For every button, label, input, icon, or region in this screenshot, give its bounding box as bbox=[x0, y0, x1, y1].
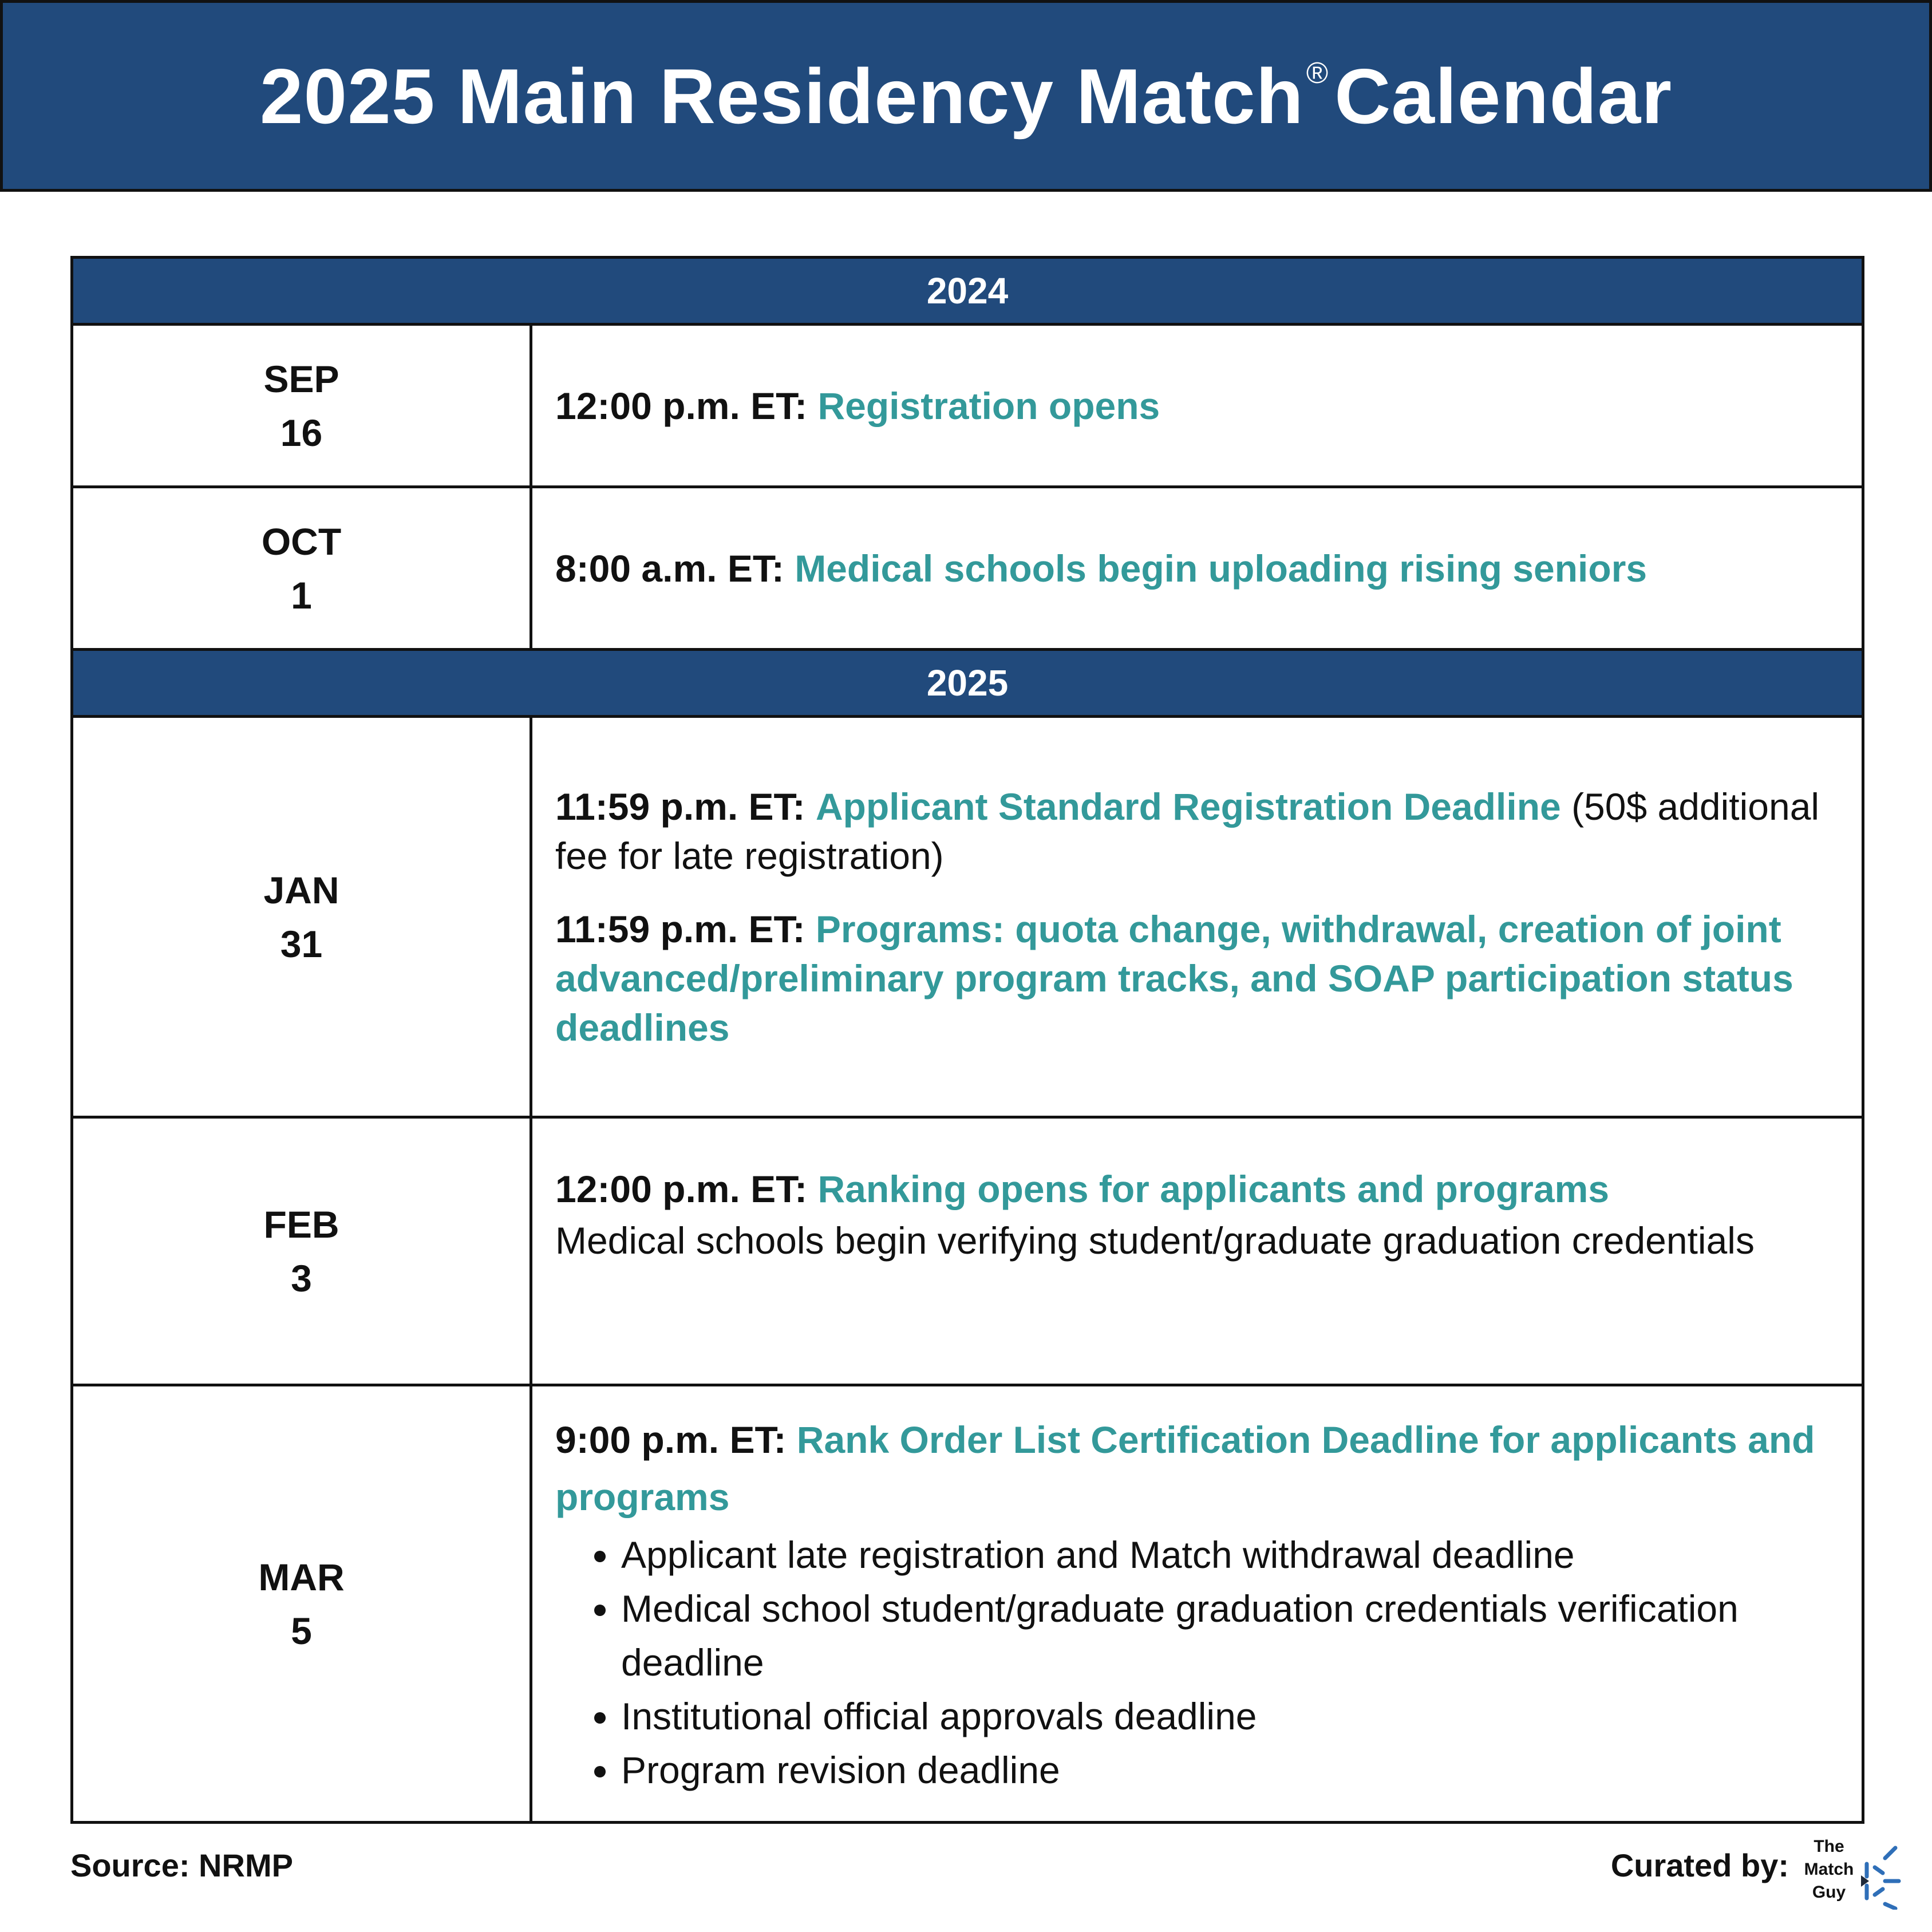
year-label: 2025 bbox=[72, 650, 1863, 717]
event-time: 11:59 p.m. ET: bbox=[555, 907, 805, 950]
list-item: • Institutional official approvals deadline bbox=[621, 1689, 1839, 1743]
registered-mark: ® bbox=[1306, 56, 1329, 90]
curated-by-label: Curated by: bbox=[1610, 1847, 1789, 1883]
deadline-list bbox=[555, 1528, 1839, 1797]
event-entry bbox=[555, 1411, 1839, 1526]
date-cell bbox=[72, 717, 531, 1117]
event-cell bbox=[531, 1117, 1863, 1385]
date-cell bbox=[72, 487, 531, 650]
logo-wordmark bbox=[1795, 1835, 1863, 1904]
day-label: 31 bbox=[280, 922, 323, 965]
calendar-table bbox=[70, 256, 1864, 1824]
calendar-row-feb-3 bbox=[72, 1117, 1863, 1385]
day-label: 3 bbox=[291, 1257, 312, 1299]
event-cell bbox=[531, 717, 1863, 1117]
month-label: OCT bbox=[261, 520, 342, 563]
page-title bbox=[260, 52, 1672, 141]
day-label: 5 bbox=[291, 1609, 312, 1652]
list-item: • Program revision deadline bbox=[621, 1743, 1839, 1797]
event-title: Medical schools begin uploading rising seniors bbox=[795, 547, 1647, 590]
event-time: 11:59 p.m. ET: bbox=[555, 785, 805, 828]
event-entry bbox=[555, 1141, 1839, 1267]
event-cell bbox=[531, 1385, 1863, 1823]
the-match-guy-logo bbox=[1795, 1835, 1909, 1910]
date-cell bbox=[72, 1385, 531, 1823]
spark-arrow-icon bbox=[1861, 1841, 1907, 1910]
month-label: MAR bbox=[258, 1555, 345, 1598]
calendar-row-jan-31 bbox=[72, 717, 1863, 1117]
day-label: 16 bbox=[280, 411, 323, 454]
event-time: 8:00 a.m. ET: bbox=[555, 547, 784, 590]
event-entry bbox=[555, 381, 1839, 430]
title-banner bbox=[0, 0, 1932, 192]
event-entry bbox=[555, 904, 1839, 1052]
event-time: 12:00 p.m. ET: bbox=[555, 1168, 808, 1210]
event-title: Registration opens bbox=[817, 384, 1160, 427]
event-title: Applicant Standard Registration Deadline bbox=[815, 785, 1561, 828]
date-cell bbox=[72, 325, 531, 487]
page-title-end: Calendar bbox=[1334, 52, 1673, 140]
month-label: SEP bbox=[263, 357, 339, 400]
event-cell bbox=[531, 325, 1863, 487]
year-label: 2024 bbox=[72, 258, 1863, 325]
event-cell bbox=[531, 487, 1863, 650]
month-label: FEB bbox=[263, 1203, 339, 1246]
event-note: (50$ additional fee for late registration) bbox=[555, 785, 1820, 877]
calendar-row-sep-16 bbox=[72, 325, 1863, 487]
event-note: Medical schools begin verifying student/graduate graduation credentials bbox=[555, 1219, 1755, 1262]
calendar-row-mar-5 bbox=[72, 1385, 1863, 1823]
event-entry bbox=[555, 544, 1839, 593]
day-label: 1 bbox=[291, 574, 312, 617]
event-time: 9:00 p.m. ET: bbox=[555, 1418, 787, 1461]
date-cell bbox=[72, 1117, 531, 1385]
list-item: • Applicant late registration and Match withdrawal deadline bbox=[621, 1528, 1839, 1582]
event-time: 12:00 p.m. ET: bbox=[555, 384, 808, 427]
logo-word: The bbox=[1814, 1837, 1844, 1856]
page-title-main: 2025 Main Residency Match bbox=[259, 52, 1304, 140]
month-label: JAN bbox=[263, 868, 339, 911]
list-item: • Medical school student/graduate graduation credentials verification deadline bbox=[621, 1582, 1839, 1689]
year-row-2025 bbox=[72, 650, 1863, 717]
event-title: Programs: quota change, withdrawal, creation of joint advanced/preliminary program tracks, and SOAP participation status deadlines bbox=[555, 907, 1793, 1049]
year-row-2024 bbox=[72, 258, 1863, 325]
event-title: Rank Order List Certification Deadline for applicants and programs bbox=[555, 1418, 1815, 1518]
calendar-row-oct-1 bbox=[72, 487, 1863, 650]
event-entry bbox=[555, 782, 1839, 880]
logo-word: Guy bbox=[1812, 1883, 1846, 1902]
source-credit: Source: NRMP bbox=[70, 1847, 293, 1883]
event-title: Ranking opens for applicants and programs bbox=[817, 1168, 1610, 1210]
logo-word: Match bbox=[1804, 1860, 1854, 1879]
